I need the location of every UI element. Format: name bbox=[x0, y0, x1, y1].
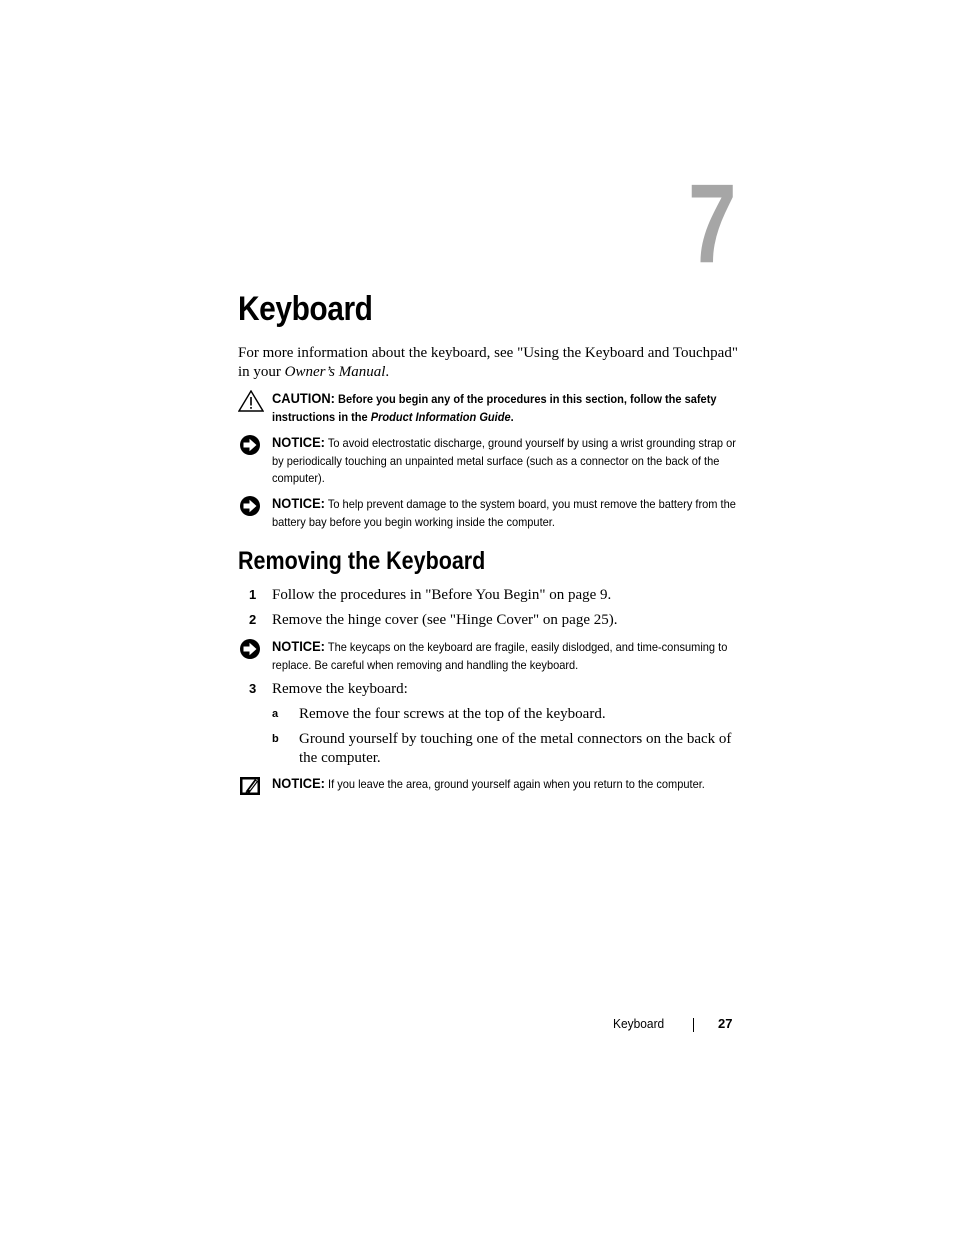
substep-text: Remove the four screws at the top of the keyboard. bbox=[299, 706, 606, 722]
footer-divider bbox=[693, 1018, 694, 1032]
owners-manual-title: Owner’s Manual bbox=[284, 363, 386, 380]
notice-ground-again-body: If you leave the area, ground yourself again when you return to the computer. bbox=[324, 777, 705, 791]
note-pencil-icon bbox=[238, 775, 264, 797]
notice-esd-text bbox=[272, 434, 737, 488]
caution-lead: CAUTION: bbox=[272, 390, 335, 406]
notice-keycaps-lead: NOTICE: bbox=[272, 638, 325, 654]
notice-icon bbox=[238, 638, 264, 660]
notice-keycaps-text bbox=[272, 638, 737, 674]
step-number: 3 bbox=[249, 681, 257, 696]
product-guide-title: Product Information Guide bbox=[370, 409, 511, 424]
step-text: Follow the procedures in "Before You Begin" on page 9. bbox=[272, 587, 612, 603]
caution-note bbox=[238, 390, 738, 426]
notice-icon bbox=[238, 495, 264, 517]
footer-section-label: Keyboard bbox=[613, 1016, 665, 1031]
step-text: Remove the keyboard: bbox=[272, 681, 408, 697]
intro-paragraph bbox=[238, 344, 738, 381]
caution-text bbox=[272, 390, 737, 426]
step-3 bbox=[238, 680, 738, 699]
substep-text: Ground yourself by touching one of the metal connectors on the back of the computer. bbox=[299, 731, 732, 766]
substep-a bbox=[238, 705, 738, 724]
notice-battery-lead: NOTICE: bbox=[272, 495, 325, 511]
chapter-title: Keyboard bbox=[238, 290, 373, 328]
notice-ground-again-lead: NOTICE: bbox=[272, 775, 325, 791]
caution-body: Before you begin any of the procedures in this section, follow the safety instructions in the bbox=[272, 392, 717, 424]
caution-icon bbox=[238, 390, 264, 412]
substep-letter: b bbox=[272, 733, 279, 745]
notice-esd-body: To avoid electrostatic discharge, ground yourself by using a wrist grounding strap or by periodically touching an unpainted metal surface (such as a connector on the back of the computer). bbox=[272, 436, 736, 485]
notice-battery-text bbox=[272, 495, 737, 531]
notice-keycaps bbox=[238, 638, 738, 674]
intro-end: . bbox=[385, 363, 390, 380]
notice-ground-again-text bbox=[272, 775, 737, 794]
section-title: Removing the Keyboard bbox=[238, 547, 486, 575]
substep-b bbox=[238, 730, 738, 767]
notice-battery bbox=[238, 495, 738, 531]
caution-end: . bbox=[510, 409, 514, 424]
page-number: 27 bbox=[718, 1016, 733, 1031]
notice-esd bbox=[238, 434, 738, 488]
notice-battery-body: To help prevent damage to the system board, you must remove the battery from the battery bay before you begin working inside the computer. bbox=[272, 497, 736, 529]
chapter-number: 7 bbox=[688, 161, 737, 286]
step-text: Remove the hinge cover (see "Hinge Cover" on page 25). bbox=[272, 612, 618, 628]
step-number: 2 bbox=[249, 612, 257, 627]
notice-icon bbox=[238, 434, 264, 456]
step-1 bbox=[238, 586, 738, 605]
notice-ground-again bbox=[238, 775, 738, 794]
substep-letter: a bbox=[272, 708, 279, 720]
step-number: 1 bbox=[249, 587, 257, 602]
step-2 bbox=[238, 611, 738, 630]
notice-keycaps-body: The keycaps on the keyboard are fragile, easily dislodged, and time-consuming to replace. Be careful when removing and handling the keyboard. bbox=[272, 640, 728, 672]
notice-esd-lead: NOTICE: bbox=[272, 434, 325, 450]
intro-text: For more information about the keyboard, see "Using the Keyboard and Touchpad" in your bbox=[238, 345, 738, 380]
